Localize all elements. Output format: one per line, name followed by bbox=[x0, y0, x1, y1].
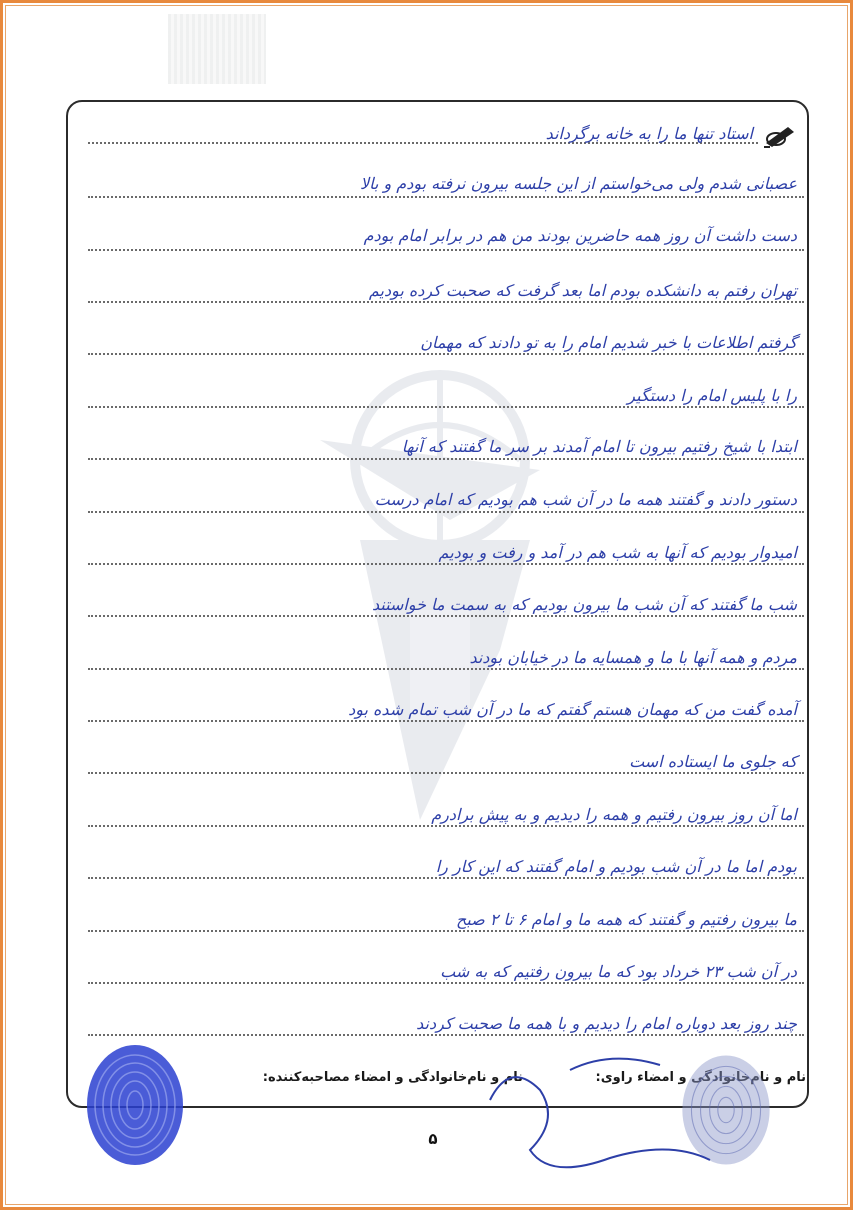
handwritten-line: گرفتم اطلاعات با خبر شدیم امام را به تو دادند که مهمان bbox=[420, 333, 797, 352]
writing-line bbox=[88, 301, 804, 303]
writing-line bbox=[88, 772, 804, 774]
handwritten-line: عصبانی شدم ولی می‌خواستم از این جلسه بیرون نرفته بودم و بالا bbox=[359, 174, 797, 193]
handwritten-line: آمده گفت من که مهمان هستم گفتم که ما در آن شب تمام شده بود bbox=[348, 700, 797, 719]
handwritten-line: اما آن روز بیرون رفتیم و همه را دیدیم و به پیش برادرم bbox=[431, 805, 797, 824]
handwritten-line: شب ما گفتند که آن شب ما بیرون بودیم که به سمت ما خواستند bbox=[371, 595, 797, 614]
handwritten-line: امیدوار بودیم که آنها به شب هم در آمد و رفت و بودیم bbox=[438, 543, 797, 562]
handwritten-line: دست داشت آن روز همه حاضرین بودند من هم در برابر امام بودم bbox=[363, 226, 797, 245]
thumbprint-icon bbox=[80, 1040, 190, 1170]
writing-line bbox=[88, 930, 804, 932]
writing-line bbox=[88, 720, 804, 722]
writing-line bbox=[88, 615, 804, 617]
signature-icon bbox=[470, 1040, 730, 1180]
writing-line bbox=[88, 353, 804, 355]
writing-line bbox=[88, 511, 804, 513]
handwritten-line: در آن شب ۲۳ خرداد بود که ما بیرون رفتیم که به شب bbox=[440, 962, 797, 981]
handwritten-line: را با پلیس امام را دستگیر bbox=[627, 386, 797, 405]
handwritten-line: ما بیرون رفتیم و گفتند که همه ما و امام ۶ تا ۲ صبح bbox=[455, 910, 797, 929]
handwritten-line: استاد تنها ما را به خانه برگرداند bbox=[545, 124, 753, 143]
interviewer-signature-label: نام و نام‌خانوادگی و امضاء مصاحبه‌کننده: bbox=[262, 1070, 523, 1085]
narrator-signature-label: نام و نام‌خانوادگی و امضاء راوی: bbox=[595, 1070, 806, 1085]
writing-line bbox=[88, 249, 804, 251]
writing-line bbox=[88, 458, 804, 460]
faded-stamp bbox=[168, 14, 266, 84]
writing-line bbox=[88, 825, 804, 827]
page-number: ۵ bbox=[428, 1130, 438, 1148]
handwritten-line: که جلوی ما ایستاده است bbox=[629, 752, 797, 771]
writing-line bbox=[88, 982, 804, 984]
handwritten-line: تهران رفتم به دانشکده بودم اما بعد گرفت که صحبت کرده بودیم bbox=[368, 281, 797, 300]
handwritten-line: دستور دادند و گفتند همه ما در آن شب هم بودیم که امام درست bbox=[374, 490, 797, 509]
handwritten-line: بودم اما ما در آن شب بودیم و امام گفتند که این کار را bbox=[435, 857, 797, 876]
writing-line bbox=[88, 668, 804, 670]
handwritten-line: مردم و همه آنها با ما و همسایه ما در خیابان بودند bbox=[469, 648, 797, 667]
handwritten-line: ابتدا با شیخ رفتیم بیرون تا امام آمدند بر سر ما گفتند که آنها bbox=[401, 437, 797, 456]
writing-line bbox=[88, 877, 804, 879]
writing-line bbox=[88, 563, 804, 565]
writing-line bbox=[88, 1034, 804, 1036]
writing-line bbox=[88, 406, 804, 408]
pen-icon bbox=[762, 123, 798, 149]
writing-line bbox=[88, 196, 804, 198]
handwritten-line: چند روز بعد دوباره امام را دیدیم و با همه ما صحبت کردند bbox=[416, 1014, 797, 1033]
